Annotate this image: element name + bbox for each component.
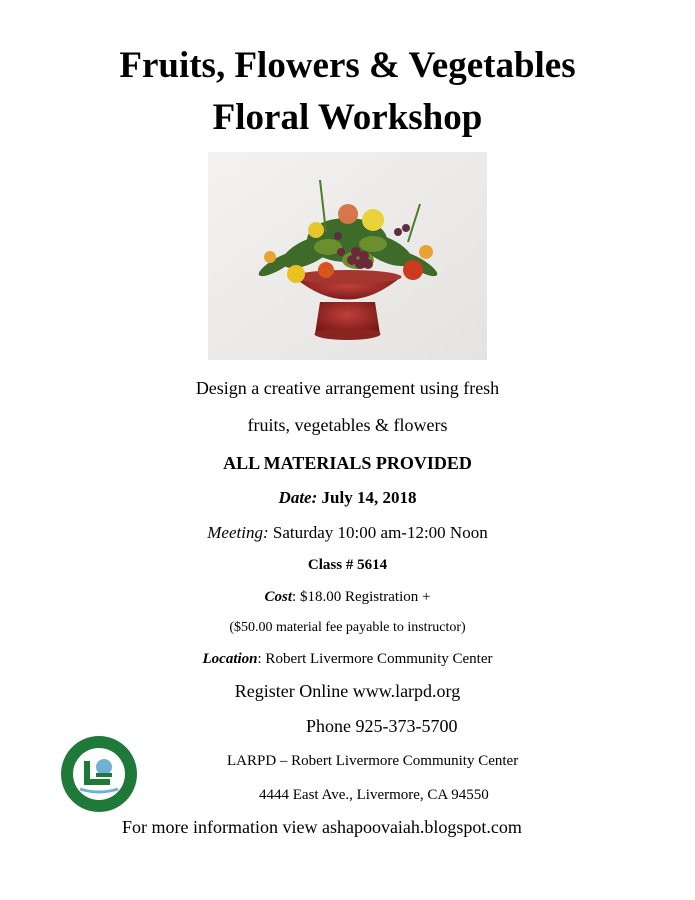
meeting-label: Meeting: bbox=[207, 523, 269, 542]
title-line-1: Fruits, Flowers & Vegetables bbox=[119, 45, 576, 86]
title-line-2: Floral Workshop bbox=[212, 97, 483, 138]
date-value: July 14, 2018 bbox=[321, 488, 417, 507]
cost-line bbox=[0, 588, 695, 607]
address-line-1: LARPD – Robert Livermore Community Center bbox=[227, 753, 519, 769]
cost-label: Cost bbox=[264, 589, 293, 605]
cost-value: : $18.00 Registration + bbox=[292, 589, 431, 605]
more-info: For more information view ashapoovaiah.blogspot.com bbox=[122, 817, 522, 837]
phone-number: Phone 925-373-5700 bbox=[306, 716, 458, 736]
register-online: Register Online www.larpd.org bbox=[234, 681, 461, 701]
address-line-2: 4444 East Ave., Livermore, CA 94550 bbox=[259, 787, 489, 803]
meeting-line bbox=[0, 522, 695, 543]
meeting-value: Saturday 10:00 am-12:00 Noon bbox=[272, 523, 488, 542]
location-value: : Robert Livermore Community Center bbox=[257, 651, 493, 667]
materials-notice: ALL MATERIALS PROVIDED bbox=[223, 453, 472, 473]
class-number: Class # 5614 bbox=[307, 557, 388, 573]
floral-arrangement-photo bbox=[208, 152, 487, 360]
location-label: Location bbox=[202, 651, 258, 667]
location-line bbox=[0, 650, 695, 669]
larpd-logo bbox=[60, 735, 138, 813]
date-line bbox=[0, 487, 695, 508]
cost-note: ($50.00 material fee payable to instructor) bbox=[229, 620, 466, 635]
description-line-1: Design a creative arrangement using fresh bbox=[195, 378, 500, 398]
description-line-2: fruits, vegetables & flowers bbox=[247, 415, 448, 435]
date-label: Date: bbox=[278, 488, 318, 507]
